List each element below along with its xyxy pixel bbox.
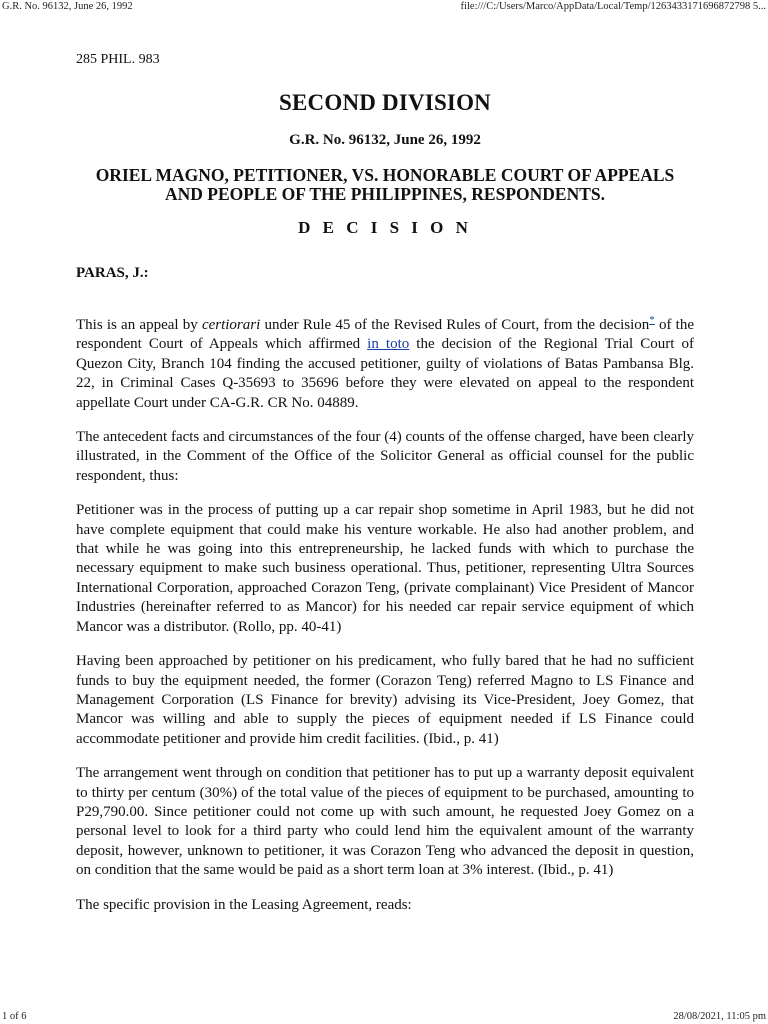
paragraph-1: This is an appeal by certiorari under Rule 45 of the Revised Rules of Court, from the decision* of the respondent Court of Appeals which affirmed in toto the decision of the Regional Trial Court of Quezon City, Branch 104 finding the accused petitioner, guilty of violations of Batas Pambansa Blg. 22, in Criminal Cases Q-35693 to 35696 before they were elevated on appeal to the respondent appellate Court under CA-G.R. CR No. 04889. xyxy=(76,314,694,411)
print-datetime: 28/08/2021, 11:05 pm xyxy=(673,1011,766,1022)
paragraph-5: The arrangement went through on condition that petitioner has to put up a warranty deposit equivalent to thirty per centum (30%) of the total value of the pieces of equipment to be purchased, amounting to P29,790.00. Since petitioner could not come up with such amount, he requested Joey Gomez on a personal level to look for a third party who could lend him the equivalent amount of the warranty deposit, however, unknown to petitioner, it was Corazon Teng who advanced the deposit in question, on condition that the same would be paid as a short term loan at 3% interest. (Ibid., p. 41) xyxy=(76,765,694,879)
footnote-link[interactable]: * xyxy=(649,314,655,326)
case-parties: ORIEL MAGNO, PETITIONER, VS. HONORABLE COURT OF APPEALS AND PEOPLE OF THE PHILIPPINES, RESPONDENTS. xyxy=(95,165,675,204)
page-count: 1 of 6 xyxy=(2,1011,27,1022)
print-header xyxy=(0,1,768,12)
document-page xyxy=(76,48,694,930)
paragraph-3: Petitioner was in the process of putting up a car repair shop sometime in April 1983, but he did not have complete equipment that could make his venture workable. He also had another problem, and that while he was going into this entrepreneurship, he lacked funds with which to purchase the necessary equipment to make such business operational. Thus, petitioner, representing Ultra Sources International Corporation, approached Corazon Teng, (private complainant) Vice President of Mancor Industries (hereinafter referred to as Mancor) for his needed car repair service equipment of which Mancor was a distributor. (Rollo, pp. 40-41) xyxy=(76,502,694,635)
paragraph-4: Having been approached by petitioner on his predicament, who fully bared that he had no sufficient funds to buy the equipment needed, the former (Corazon Teng) referred Magno to LS Finance and Management Corporation (LS Finance for brevity) advising its Vice-President, Joey Gomez, that Mancor was willing and able to supply the pieces of equipment needed if LS Finance could accommodate petitioner and provide him credit facilities. (Ibid., p. 41) xyxy=(76,653,694,747)
decision-heading: D E C I S I O N xyxy=(298,218,472,237)
in-toto-link[interactable]: in toto xyxy=(367,336,410,353)
citation: 285 PHIL. 983 xyxy=(76,52,160,67)
paragraph-2: The antecedent facts and circumstances of the four (4) counts of the offense charged, have been clearly illustrated, in the Comment of the Office of the Solicitor General as official counsel for the public respondent, thus: xyxy=(76,429,694,484)
certiorari-term: certiorari xyxy=(201,317,261,333)
print-header-url: file:///C:/Users/Marco/AppData/Local/Temp/1263433171696872798 5... xyxy=(460,1,766,12)
decision-body xyxy=(76,311,694,915)
paragraph-6: The specific provision in the Leasing Agreement, reads: xyxy=(76,896,412,913)
gr-number: G.R. No. 96132, June 26, 1992 xyxy=(289,132,481,148)
print-footer xyxy=(0,1011,768,1022)
ponente: PARAS, J.: xyxy=(76,265,149,281)
division-heading: SECOND DIVISION xyxy=(279,90,491,115)
print-header-title: G.R. No. 96132, June 26, 1992 xyxy=(2,1,133,12)
